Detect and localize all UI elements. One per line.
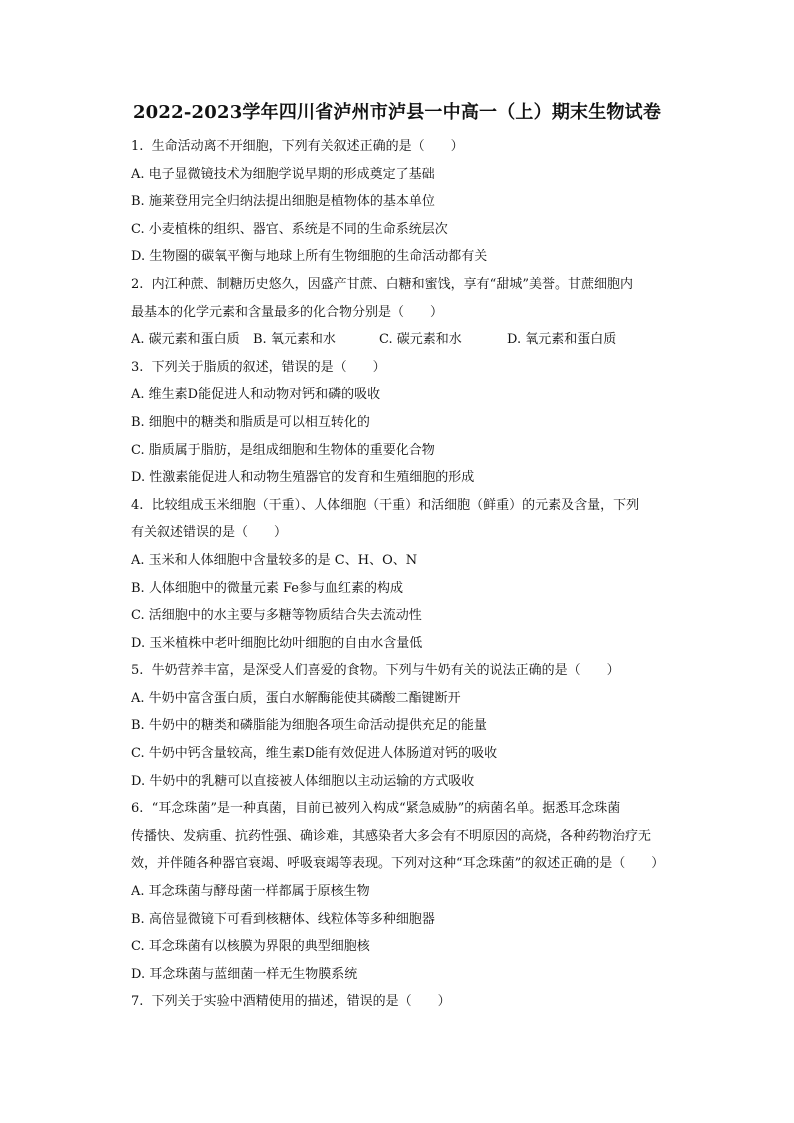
question-4-option-c: C. 活细胞中的水主要与多糖等物质结合失去流动性 xyxy=(131,608,422,624)
question-1-option-b: B. 施莱登用完全归纳法提出细胞是植物体的基本单位 xyxy=(131,194,435,210)
question-1-option-c: C. 小麦植株的组织、器官、系统是不同的生命系统层次 xyxy=(131,221,448,237)
question-2-option-c: C. 碳元素和水 xyxy=(379,332,462,348)
question-text: 生命活动离不开细胞，下列有关叙述正确的是（ ） xyxy=(151,139,464,154)
question-number: 6. xyxy=(131,801,144,817)
question-text: 下列关于实验中酒精使用的描述，错误的是（ ） xyxy=(151,994,451,1010)
question-5-stem xyxy=(131,657,691,685)
question-4-option-b: B. 人体细胞中的微量元素 Fe参与血红素的构成 xyxy=(131,580,403,596)
question-6-option-b: B. 高倍显微镜下可看到核糖体、线粒体等多种细胞器 xyxy=(131,911,435,927)
question-5-option-d: D. 牛奶中的乳糖可以直接被人体细胞以主动运输的方式吸收 xyxy=(131,773,475,789)
question-4-stem-cont: 有关叙述错误的是（ ） xyxy=(131,525,288,541)
question-1-option-a: A. 电子显微镜技术为细胞学说早期的形成奠定了基础 xyxy=(131,166,435,182)
question-text: 内江种蔗、制糖历史悠久，因盛产甘蔗、白糖和蜜饯，享有“甜城”美誉。甘蔗细胞内 xyxy=(151,276,633,292)
question-text: 牛奶营养丰富，是深受人们喜爱的食物。下列与牛奶有关的说法正确的是（ ） xyxy=(151,663,620,679)
question-4-option-a: A. 玉米和人体细胞中含量较多的是 C、H、O、N xyxy=(131,552,418,568)
question-2-stem xyxy=(131,271,691,299)
question-6-option-a: A. 耳念珠菌与酵母菌一样都属于原核生物 xyxy=(131,884,370,900)
question-number: 1. xyxy=(131,139,144,154)
question-number: 3. xyxy=(131,359,144,375)
question-3-option-a: A. 维生素D能促进人和动物对钙和磷的吸收 xyxy=(131,387,381,403)
question-5-option-b: B. 牛奶中的糖类和磷脂能为细胞各项生命活动提供充足的能量 xyxy=(131,718,487,734)
question-3-option-b: B. 细胞中的糖类和脂质是可以相互转化的 xyxy=(131,414,370,430)
question-number: 2. xyxy=(131,276,144,292)
question-2-stem-cont: 最基本的化学元素和含量最多的化合物分别是（ ） xyxy=(131,304,444,320)
question-3-option-c: C. 脂质属于脂肪，是组成细胞和生物体的重要化合物 xyxy=(131,442,435,458)
question-3-stem xyxy=(131,354,691,382)
question-5-option-c: C. 牛奶中钙含量较高，维生素D能有效促进人体肠道对钙的吸收 xyxy=(131,746,498,762)
question-2-option-b: B. 氧元素和水 xyxy=(253,332,336,348)
question-3-option-d: D. 性激素能促进人和动物生殖器官的发育和生殖细胞的形成 xyxy=(131,470,475,486)
question-list xyxy=(131,133,691,1016)
question-6-option-c: C. 耳念珠菌有以核膜为界限的典型细胞核 xyxy=(131,939,370,955)
question-number: 7. xyxy=(131,994,144,1010)
question-number: 5. xyxy=(131,663,144,679)
question-4-option-d: D. 玉米植株中老叶细胞比幼叶细胞的自由水含量低 xyxy=(131,635,423,651)
question-6-stem-cont: 效，并伴随各种器官衰竭、呼吸衰竭等表现。下列对这种“耳念珠菌”的叙述正确的是（ ） xyxy=(131,856,665,872)
question-2-option-d: D. 氧元素和蛋白质 xyxy=(507,332,617,348)
question-text: 比较组成玉米细胞（干重）、人体细胞（干重）和活细胞（鲜重）的元素及含量，下列 xyxy=(151,497,640,513)
question-6-stem xyxy=(131,795,691,823)
question-2-options xyxy=(131,326,691,354)
question-5-option-a: A. 牛奶中富含蛋白质，蛋白水解酶能使其磷酸二酯键断开 xyxy=(131,690,461,706)
exam-title: 2022-2023学年四川省泸州市泸县一中高一（上）期末生物试卷 xyxy=(132,102,662,123)
question-1-option-d: D. 生物圈的碳氧平衡与地球上所有生物细胞的生命活动都有关 xyxy=(131,249,488,265)
question-7-stem xyxy=(131,988,691,1016)
question-6-stem-cont: 传播快、发病重、抗药性强、确诊难，其感染者大多会有不明原因的高烧，各种药物治疗无 xyxy=(131,828,652,844)
question-number: 4. xyxy=(131,497,144,513)
question-4-stem xyxy=(131,492,691,520)
question-text: “耳念珠菌”是一种真菌，目前已被列入构成“紧急威胁”的病菌名单。据悉耳念珠菌 xyxy=(151,801,621,817)
question-1-stem xyxy=(131,133,691,161)
question-text: 下列关于脂质的叙述，错误的是（ ） xyxy=(151,359,386,375)
question-2-option-a: A. 碳元素和蛋白质 xyxy=(131,332,240,348)
question-6-option-d: D. 耳念珠菌与蓝细菌一样无生物膜系统 xyxy=(131,966,358,982)
